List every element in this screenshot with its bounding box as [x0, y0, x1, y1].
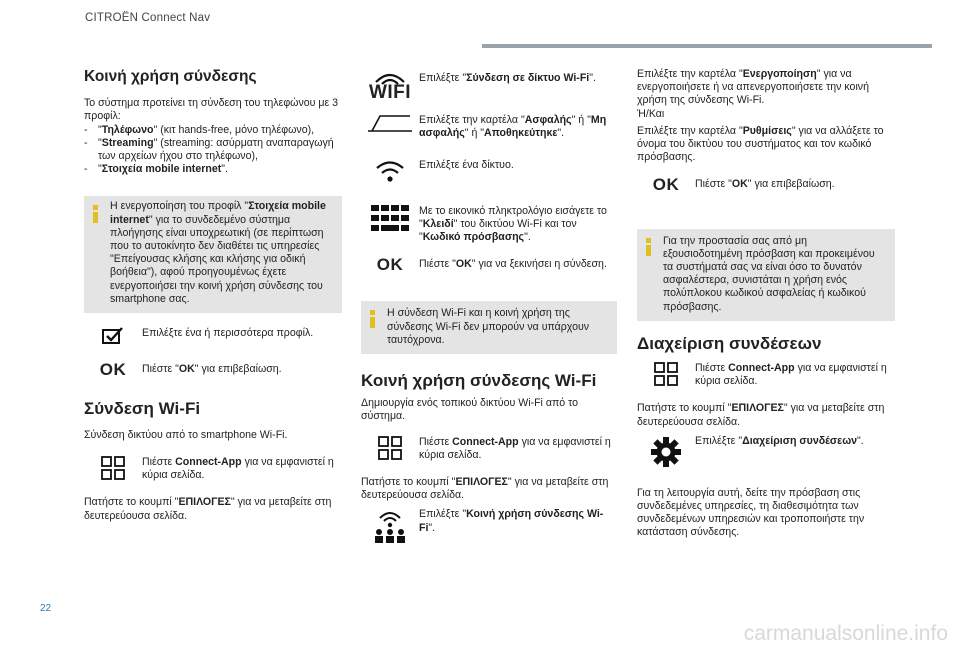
- section-title-wifi: Σύνδεση Wi-Fi: [84, 398, 201, 418]
- keyboard-icon: [361, 205, 419, 231]
- step-manage-connections: Επιλέξτε "Διαχείριση συνδέσεων".: [637, 435, 895, 469]
- options-text: Πατήστε το κουμπί "ΕΠΙΛΟΓΕΣ" για να μεταβείτε στη δευτερεύουσα σελίδα.: [84, 496, 332, 522]
- wifi-signal-icon: [361, 159, 419, 183]
- connect-app-icon: [637, 362, 695, 386]
- final-text: Για τη λειτουργία αυτή, δείτε την πρόσβαση στις συνδεδεμένες υπηρεσίες, τη διαθεσιμότητα των συνδεδεμένων υπηρεσιών και τροποποιήστε την κατάσταση σύνδεσης.: [637, 486, 865, 539]
- wifi-intro: Σύνδεση δικτύου από το smartphone Wi-Fi.: [84, 428, 288, 441]
- ok-icon: OK: [376, 255, 404, 275]
- list-item: - "Τηλέφωνο" (κιτ hands-free, μόνο τηλέφωνο),: [84, 124, 342, 137]
- watermark: carmanualsonline.info: [743, 622, 948, 645]
- column-1: [84, 70, 342, 523]
- section-title-sharing: Κοινή χρήση σύνδεσης: [84, 68, 257, 85]
- info-icon: [93, 205, 98, 223]
- select-check-icon: [84, 327, 142, 345]
- sharing-intro: Το σύστημα προτείνει τη σύνδεση του τηλεφώνου με 3 προφίλ:: [84, 97, 339, 123]
- step-ok-connect: OK Πιέστε "OK" για να ξεκινήσει η σύνδεση.: [376, 255, 607, 275]
- page-number: 22: [40, 603, 52, 614]
- list-item: - "Στοιχεία mobile internet".: [84, 163, 342, 176]
- header-rule: [482, 44, 932, 48]
- step-keyboard: Με το εικονικό πληκτρολόγιο εισάγετε το "Κλειδί" του δικτύου Wi-Fi και τον "Κωδικό πρόσβασης".: [361, 205, 617, 245]
- connect-app-icon: [361, 436, 419, 460]
- step-select-profile: Επιλέξτε ένα ή περισσότερα προφίλ.: [84, 327, 342, 345]
- ok-icon: OK: [652, 175, 680, 195]
- info-icon: [370, 310, 375, 328]
- wifi-sharing-intro: Δημιουργία ενός τοπικού δικτύου Wi-Fi από το σύστημα.: [361, 397, 579, 423]
- header-title: CITROËN Connect Nav: [85, 12, 211, 24]
- section-title-manage: Διαχείριση συνδέσεων: [637, 333, 822, 353]
- list-item: - "Streaming" (streaming: ασύρματη αναπαραγωγή των αρχείων ήχου στο τηλέφωνο),: [84, 137, 342, 163]
- share-network-icon: [361, 508, 419, 544]
- step-select-network: Επιλέξτε ένα δίκτυο.: [361, 159, 617, 183]
- info-note: Η ενεργοποίηση του προφίλ "Στοιχεία mobile internet" για το συνδεδεμένο σύστημα πλοήγησης είναι υποχρεωτική (σε περίπτωση που το αυτοκίνητο δεν διαθέτει τις υπηρεσίες "Επείγουσας κλήσης και κλήσης για οδική βοήθεια"), αφού προηγουμένως έχετε ενεργοποιήσει την κοινή χρήση σύνδεσης του smartphone σας.: [84, 196, 342, 313]
- step-ok-confirm: OK Πιέστε "OK" για επιβεβαίωση.: [652, 175, 835, 195]
- step-connect-app: Πιέστε Connect-App για να εμφανιστεί η κύρια σελίδα.: [84, 456, 342, 482]
- step-connect-app: Πιέστε Connect-App για να εμφανιστεί η κύρια σελίδα.: [361, 436, 617, 462]
- options-text: Πατήστε το κουμπί "ΕΠΙΛΟΓΕΣ" για να μεταβείτε στη δευτερεύουσα σελίδα.: [637, 402, 885, 428]
- wifi-icon: WIFI: [361, 72, 419, 99]
- info-icon: [646, 238, 651, 256]
- or-text: Ή/Και: [637, 107, 665, 120]
- step-share-wifi: Επιλέξτε "Κοινή χρήση σύνδεσης Wi-Fi".: [361, 508, 617, 544]
- tab-icon: [361, 114, 419, 132]
- section-title-wifi-sharing: Κοινή χρήση σύνδεσης Wi-Fi: [361, 371, 597, 391]
- info-note-wifi: Η σύνδεση Wi-Fi και η κοινή χρήση της σύνδεσης Wi-Fi δεν μπορούν να υπάρχουν ταυτόχρονα.: [361, 301, 617, 354]
- profile-list: [84, 124, 342, 177]
- info-note-security: Για την προστασία σας από μη εξουσιοδοτημένη πρόσβαση και προκειμένου τα συστήματά σας να είναι όσο το δυνατόν ασφαλέστερα, συνιστάται η χρήση ενός πολύπλοκου κωδικού ασφαλείας ή κωδικού πρόσβασης.: [637, 229, 895, 321]
- step-connect-app: Πιέστε Connect-App για να εμφανιστεί η κύρια σελίδα.: [637, 362, 895, 388]
- step-wifi-network: WIFI Επιλέξτε "Σύνδεση σε δίκτυο Wi-Fi".: [361, 72, 617, 99]
- column-2: [361, 68, 617, 544]
- settings-tab-text: Επιλέξτε την καρτέλα "Ρυθμίσεις" για να αλλάξετε το όνομα του δικτύου του συστήματος και τον κωδικό πρόσβασης.: [637, 124, 884, 164]
- step-tab-security: Επιλέξτε την καρτέλα "Ασφαλής" ή "Μη ασφαλής" ή "Αποθηκεύτηκε".: [361, 114, 617, 140]
- step-ok: OK Πιέστε "OK" για επιβεβαίωση.: [99, 360, 282, 380]
- gear-icon: [637, 435, 695, 469]
- activation-tab-text: Επιλέξτε την καρτέλα "Ενεργοποίηση" για να ενεργοποιήσετε ή να απενεργοποιήσετε την κοινή χρήση της σύνδεσης Wi-Fi.: [637, 68, 869, 107]
- column-3: [637, 68, 895, 540]
- options-text: Πατήστε το κουμπί "ΕΠΙΛΟΓΕΣ" για να μεταβείτε στη δευτερεύουσα σελίδα.: [361, 476, 609, 502]
- connect-app-icon: [84, 456, 142, 480]
- ok-icon: OK: [99, 360, 127, 380]
